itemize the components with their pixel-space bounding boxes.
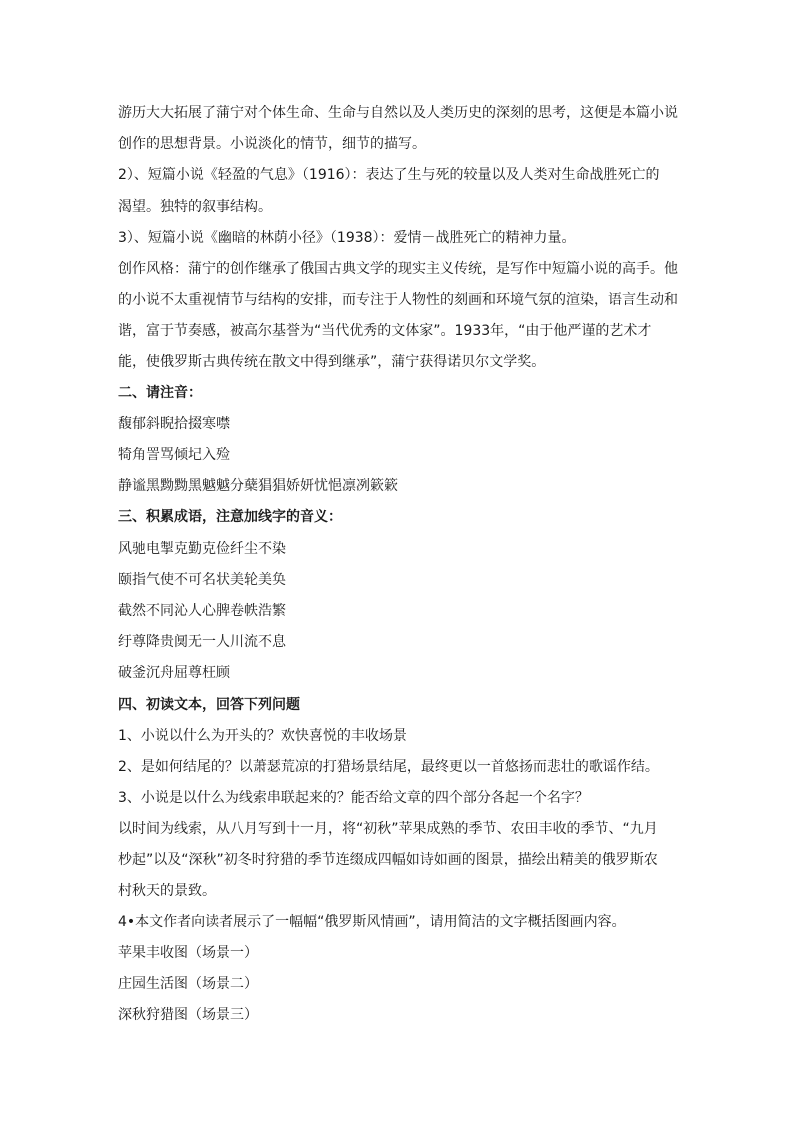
text-line: 破釜沉舟屈尊枉顾 (118, 665, 230, 681)
text-line: 以时间为线索，从八月写到十一月，将“初秋”苹果成熟的季节、农田丰收的季节、“九月 (118, 821, 658, 837)
section-heading: 四、初读文本，回答下列问题 (118, 697, 300, 713)
text-line: 创作风格：蒲宁的创作继承了俄国古典文学的现实主义传统，是写作中短篇小说的高手。他 (118, 261, 678, 277)
text-line: 纡尊降贵阒无一人川流不息 (118, 634, 286, 650)
text-line: 创作的思想背景。小说淡化的情节，细节的描写。 (118, 136, 426, 152)
section-heading: 三、积累成语，注意加线字的音义： (118, 509, 342, 525)
text-line: 2、是如何结尾的？以萧瑟荒凉的打猎场景结尾，最终更以一首悠扬而悲壮的歌谣作结。 (118, 759, 659, 775)
text-line: 静谧黑黝黝黑魆魆分蘖猖猖娇妍忧悒凛冽簌簌 (118, 478, 398, 494)
text-line: 村秋天的景致。 (118, 883, 216, 899)
text-line: 1、小说以什么为开头的？欢快喜悦的丰收场景 (118, 728, 407, 744)
text-line: 2）、短篇小说《轻盈的气息》（1916）：表达了生与死的较量以及人类对生命战胜死亡的 (118, 167, 660, 183)
section-heading: 二、请注音： (118, 385, 202, 401)
text-line: 风驰电掣克勤克俭纤尘不染 (118, 541, 286, 557)
text-line: 杪起”以及“深秋”初冬时狩猎的季节连缀成四幅如诗如画的图景，描绘出精美的俄罗斯农 (118, 852, 658, 868)
text-line: 3、小说是以什么为线索串联起来的？能否给文章的四个部分各起一个名字？ (118, 790, 589, 806)
text-line: 犄角詈骂倾圮入殓 (118, 447, 230, 463)
text-line: 的小说不太重视情节与结构的安排，而专注于人物性的刻画和环境气氛的渲染，语言生动和 (118, 292, 678, 308)
text-line: 截然不同沁人心脾卷帙浩繁 (118, 603, 286, 619)
text-line: 3）、短篇小说《幽暗的林荫小径》（1938）：爱情－战胜死亡的精神力量。 (118, 230, 576, 246)
text-line: 馥郁斜睨拾掇寒噤 (118, 416, 230, 432)
text-line: 能，使俄罗斯古典传统在散文中得到继承”，蒲宁获得诺贝尔文学奖。 (118, 354, 546, 370)
text-line: 庄园生活图（场景二） (118, 976, 258, 992)
text-line: 颐指气使不可名状美轮美奂 (118, 572, 286, 588)
text-line: 深秋狩猎图（场景三） (118, 1007, 258, 1023)
text-line: 渴望。独特的叙事结构。 (118, 199, 272, 215)
text-line: 苹果丰收图（场景一） (118, 945, 258, 961)
text-line: 4•本文作者向读者展示了一幅幅“俄罗斯风情画”，请用简洁的文字概括图画内容。 (118, 914, 626, 930)
text-line: 谐，富于节奏感，被高尔基誉为“当代优秀的文体家”。1933年，“由于他严谨的艺术才 (118, 323, 652, 339)
text-line: 游历大大拓展了蒲宁对个体生命、生命与自然以及人类历史的深刻的思考，这便是本篇小说 (118, 105, 678, 121)
